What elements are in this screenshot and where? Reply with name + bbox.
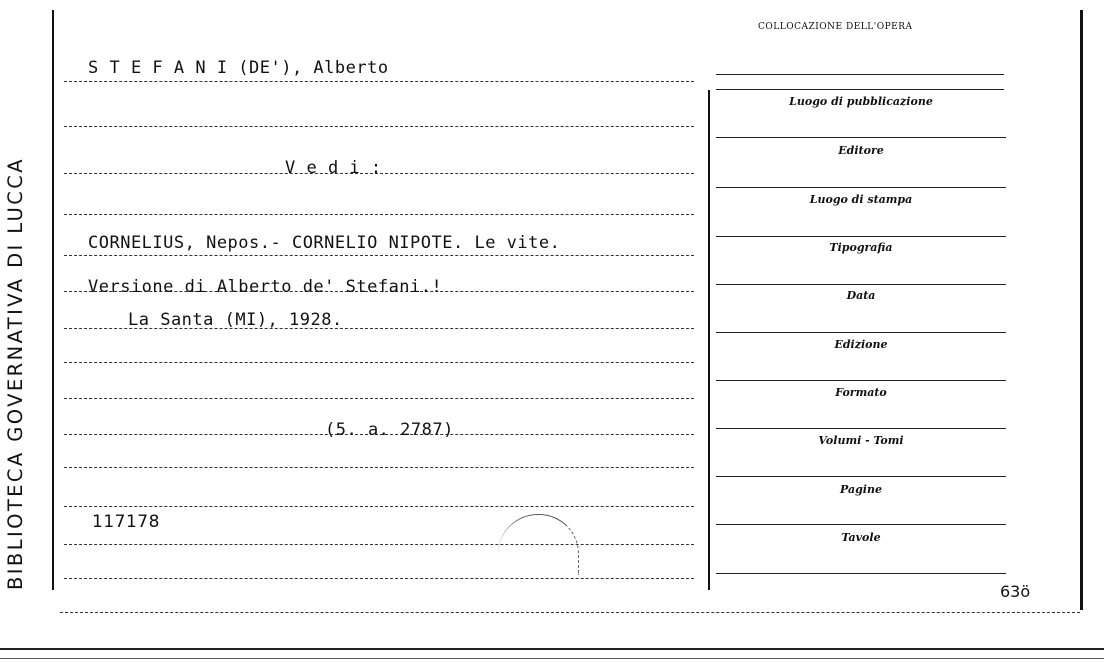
rule bbox=[64, 398, 694, 400]
bottom-border bbox=[0, 648, 1104, 650]
field-editore: Editore bbox=[838, 144, 884, 157]
rule bbox=[64, 544, 694, 546]
left-border bbox=[52, 10, 54, 590]
field-rule bbox=[716, 137, 1006, 138]
title-line-2: Versione di Alberto de' Stefani.! bbox=[88, 277, 443, 297]
rule bbox=[64, 214, 694, 216]
field-rule bbox=[716, 187, 1006, 188]
field-tavole: Tavole bbox=[841, 531, 881, 544]
imprint-line: La Santa (MI), 1928. bbox=[128, 310, 343, 330]
inventory-number: 117178 bbox=[92, 512, 160, 532]
field-edizione: Edizione bbox=[834, 338, 888, 351]
scan-edge bbox=[60, 612, 1080, 614]
shelfmark: (5. a. 2787) bbox=[325, 420, 454, 440]
see-reference: V e d i : bbox=[285, 158, 382, 178]
scan-edge bbox=[0, 658, 1104, 659]
field-rule bbox=[716, 573, 1006, 574]
stamp-trace bbox=[498, 514, 579, 575]
author-heading: S T E F A N I (DE'), Alberto bbox=[88, 58, 389, 78]
right-border bbox=[1080, 10, 1083, 610]
field-rule bbox=[716, 428, 1006, 429]
field-rule bbox=[716, 524, 1006, 525]
rule bbox=[64, 362, 694, 364]
library-name: BIBLIOTECA GOVERNATIVA DI LUCCA bbox=[4, 157, 27, 590]
rule bbox=[64, 255, 694, 257]
field-rule bbox=[716, 476, 1006, 477]
rule bbox=[64, 506, 694, 508]
rule bbox=[64, 578, 694, 580]
field-rule bbox=[716, 236, 1006, 237]
field-rule bbox=[716, 380, 1006, 381]
collocation-header: COLLOCAZIONE DELL'OPERA bbox=[758, 22, 913, 32]
handwritten-note: 63ö bbox=[1000, 582, 1031, 601]
field-rule bbox=[716, 74, 1004, 75]
field-volumi-tomi: Volumi - Tomi bbox=[818, 434, 904, 447]
field-luogo-pubblicazione: Luogo di pubblicazione bbox=[789, 95, 933, 108]
field-data: Data bbox=[846, 289, 876, 302]
field-pagine: Pagine bbox=[840, 483, 882, 496]
field-tipografia: Tipografia bbox=[829, 241, 893, 254]
field-rule bbox=[716, 332, 1006, 333]
rule bbox=[64, 126, 694, 128]
title-line-1: CORNELIUS, Nepos.- CORNELIO NIPOTE. Le vite. bbox=[88, 233, 561, 253]
field-rule bbox=[716, 89, 1004, 90]
fields-divider bbox=[708, 90, 710, 590]
field-luogo-stampa: Luogo di stampa bbox=[809, 193, 913, 206]
field-rule bbox=[716, 284, 1006, 285]
rule bbox=[64, 467, 694, 469]
rule bbox=[64, 81, 694, 83]
field-formato: Formato bbox=[835, 386, 887, 399]
